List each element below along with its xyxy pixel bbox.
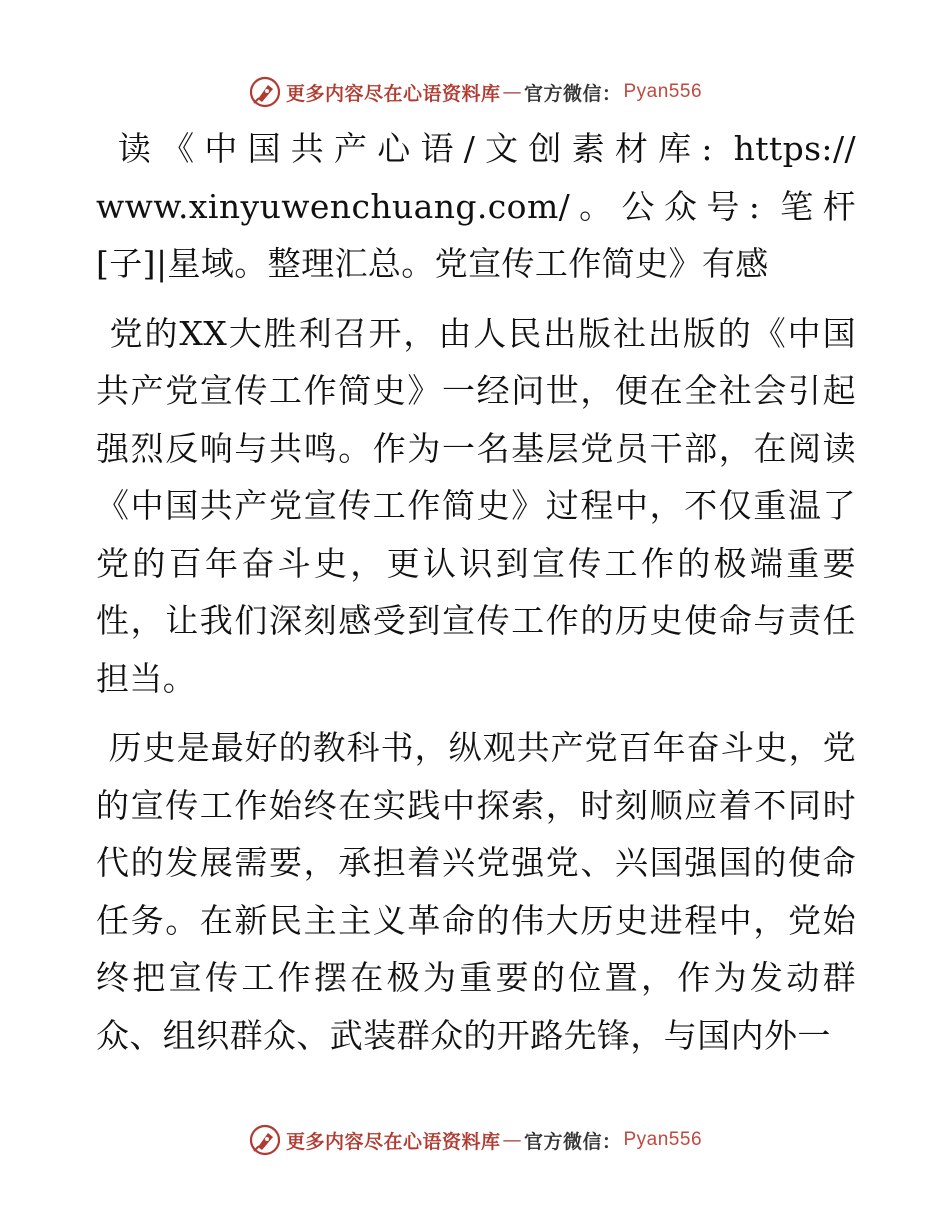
title-line-text: 读《中国共产心语/文创素材库: https:// www.xinyuwenchuang.com/。公众号: 笔杆[子]|星域。整理汇总。党宣传工作简史》有感 [96, 129, 856, 283]
header-banner [0, 72, 950, 112]
footer-banner [0, 1120, 950, 1160]
banner-separator: — [502, 1129, 522, 1151]
document-body [96, 120, 856, 1064]
banner-separator: — [502, 81, 522, 103]
banner-official-label: 官方微信： [523, 1130, 622, 1153]
banner-wechat-id: Pyan556 [623, 81, 703, 102]
pen-nib-circle-icon [248, 1123, 282, 1157]
document-title-line [96, 120, 856, 293]
paragraph [96, 719, 856, 1064]
paragraph [96, 305, 856, 708]
pen-nib-circle-icon [248, 75, 282, 109]
banner-wechat-id: Pyan556 [623, 1129, 703, 1150]
paragraph-text: 党的XX大胜利召开，由人民出版社出版的《中国共产党宣传工作简史》一经问世，便在全社会引起强烈反响与共鸣。作为一名基层党员干部，在阅读《中国共产党宣传工作简史》过程中，不仅重温了党的百年奋斗史，更认识到宣传工作的极端重要性，让我们深刻感受到宣传工作的历史使命与责任担当。 [96, 313, 856, 698]
banner-main-text: 更多内容尽在心语资料库 [285, 1130, 501, 1153]
paragraph-text: 历史是最好的教科书，纵观共产党百年奋斗史，党的宣传工作始终在实践中探索，时刻顺应着不同时代的发展需要，承担着兴党强党、兴国强国的使命任务。在新民主主义革命的伟大历史进程中，党始终把宣传工作摆在极为重要的位置，作为发动群众、组织群众、武装群众的开路先锋，与国内外一 [96, 728, 856, 1055]
banner-official-label: 官方微信： [523, 82, 622, 105]
banner-main-text: 更多内容尽在心语资料库 [285, 82, 501, 105]
